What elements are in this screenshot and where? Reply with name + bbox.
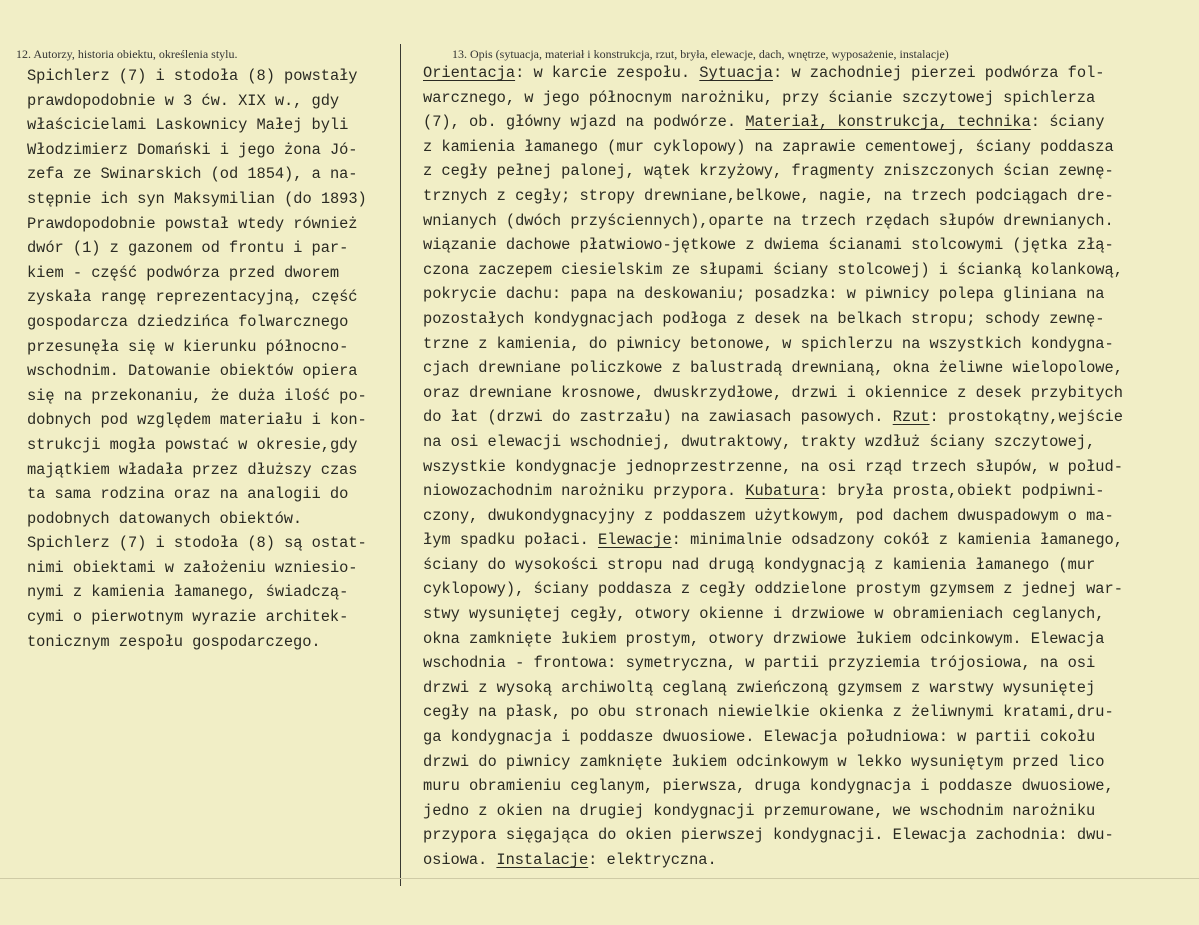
section-12-header: 12. Autorzy, historia obiektu, określenia stylu. bbox=[16, 47, 238, 61]
heading-elewacje: Elewacje bbox=[597, 531, 672, 550]
text-line: cegły na płask, po obu stronach niewielkie okienka z żeliwnymi kratami,dru- bbox=[423, 703, 1114, 722]
text-line: wiązanie dachowe płatwiowo-jętkowe z dwiema ścianami stolcowymi (jętka złą- bbox=[423, 236, 1114, 255]
text-line: dwór (1) z gazonem od frontu i par- bbox=[27, 239, 349, 258]
text-line: wszystkie kondygnacje jednoprzestrzenne, na osi rząd trzech słupów, w połud- bbox=[423, 457, 1123, 476]
text-line: trznych z cegły; stropy drewniane,belkowe, nagie, na trzech podciągach dre- bbox=[423, 186, 1114, 205]
heading-material: Materiał, konstrukcja, technika bbox=[745, 113, 1031, 132]
heading-orientacja: Orientacja bbox=[423, 64, 516, 82]
column-divider bbox=[400, 44, 401, 886]
heading-sytuacja: Sytuacja bbox=[699, 64, 773, 82]
text-line: trzne z kamienia, do piwnicy betonowe, w spichlerzu na wszystkich kondygna- bbox=[423, 334, 1114, 353]
text-line: wschodnia - frontowa: symetryczna, w partii przyziemia trójosiowa, na osi bbox=[423, 654, 1096, 673]
text-line: z cegły pełnej palonej, wątek krzyżowy, fragmenty zniszczonych ścian zewnę- bbox=[423, 162, 1114, 181]
text-line: pozostałych kondygnacjach podłoga z desek na belkach stropu; schody zewnę- bbox=[423, 309, 1105, 328]
text-line: nimi obiektami w założeniu wzniesio- bbox=[27, 558, 358, 577]
text-line: prawdopodobnie w 3 ćw. XIX w., gdy bbox=[27, 91, 340, 110]
text-line: stwy wysuniętej cegły, otwory okienne i drzwiowe w obramieniach ceglanych, bbox=[423, 605, 1105, 624]
section-13-header: 13. Opis (sytuacja, materiał i konstrukcja, rzut, bryła, elewacje, dach, wnętrze, wyposażenie, instalacje) bbox=[452, 47, 949, 61]
text-line: gospodarcza dziedzińca folwarcznego bbox=[27, 312, 349, 331]
text-line: do łat (drzwi do zastrzału) na zawiasach pasowych. Rzut: prostokątny,wejście bbox=[423, 408, 1123, 427]
text-line: ga kondygnacja i poddasze dwuosiowe. Elewacja południowa: w partii cokołu bbox=[423, 728, 1096, 747]
heading-rzut: Rzut bbox=[892, 408, 930, 427]
text-line: czona zaczepem ciesielskim ze słupami ściany stolcowej) i ścianką kolankową, bbox=[423, 260, 1123, 279]
text-line: drzwi z wysoką archiwoltą ceglaną zwieńczoną gzymsem z warstwy wysuniętej bbox=[423, 678, 1096, 697]
text-line: kiem - część podwórza przed dworem bbox=[27, 263, 340, 282]
heading-instalacje: Instalacje bbox=[496, 851, 589, 869]
text-line: wschodnim. Datowanie obiektów opiera bbox=[27, 362, 358, 381]
text-line: Spichlerz (7) i stodoła (8) są ostat- bbox=[27, 534, 367, 553]
text-line: strukcji mogła powstać w okresie,gdy bbox=[27, 435, 358, 454]
text-line: z kamienia łamanego (mur cyklopowy) na zaprawie cementowej, ściany poddasza bbox=[423, 137, 1114, 156]
heading-kubatura: Kubatura bbox=[745, 482, 820, 501]
text-line: się na przekonaniu, że duża ilość po- bbox=[27, 386, 367, 405]
text-line: warcznego, w jego północnym narożniku, przy ścianie szczytowej spichlerza bbox=[423, 88, 1096, 107]
text-line: nymi z kamienia łamanego, świadczą- bbox=[27, 583, 349, 602]
text-line: ściany do wysokości stropu nad drugą kondygnacją z kamienia łamanego (mur bbox=[423, 555, 1096, 574]
text-line: stępnie ich syn Maksymilian (do 1893) bbox=[27, 189, 367, 208]
text-line: na osi elewacji wschodniej, dwutraktowy, trakty wzdłuż ściany szczytowej, bbox=[423, 432, 1096, 451]
text-line: drzwi do piwnicy zamknięte łukiem odcinkowym w lekko wysuniętym przed lico bbox=[423, 752, 1105, 771]
text-line: cyklopowy), ściany poddasza z cegły oddzielone prostym gzymsem z jednej war- bbox=[423, 580, 1123, 599]
text-line: osiowa. Instalacje: elektryczna. bbox=[423, 851, 717, 869]
text-line: zyskała rangę reprezentacyjną, część bbox=[27, 288, 358, 307]
text-line: łym spadku połaci. Elewacje: minimalnie odsadzony cokół z kamienia łamanego, bbox=[423, 531, 1123, 550]
text-line: majątkiem władała przez dłuższy czas bbox=[27, 460, 358, 479]
text-line: Orientacja: w karcie zespołu. Sytuacja: w zachodniej pierzei podwórza fol- bbox=[423, 64, 1105, 82]
text-line: niowozachodnim narożniku przypora. Kubatura: bryła prosta,obiekt podpiwni- bbox=[423, 482, 1105, 501]
text-line: jedno z okien na drugiej kondygnacji przemurowane, we wschodnim narożniku bbox=[423, 801, 1096, 820]
text-line: tonicznym zespołu gospodarczego. bbox=[27, 632, 321, 651]
text-line: okna zamknięte łukiem prostym, otwory drzwiowe łukiem odcinkowym. Elewacja bbox=[423, 629, 1105, 648]
text-line: cymi o pierwotnym wyrazie architek- bbox=[27, 608, 349, 627]
text-line: Włodzimierz Domański i jego żona Jó- bbox=[27, 140, 358, 159]
text-line: zefa ze Swinarskich (od 1854), a na- bbox=[27, 165, 358, 184]
text-line: właścicielami Laskownicy Małej byli bbox=[27, 116, 349, 135]
text-line: Spichlerz (7) i stodoła (8) powstały bbox=[27, 67, 358, 85]
text-line: dobnych pod względem materiału i kon- bbox=[27, 411, 367, 430]
text-line: cjach drewniane policzkowe z balustradą drewnianą, okna żeliwne wielopolowe, bbox=[423, 359, 1123, 378]
text-line: czony, dwukondygnacyjny z poddaszem użytkowym, pod dachem dwuspadowym o ma- bbox=[423, 506, 1114, 525]
description-text bbox=[423, 61, 1195, 873]
text-line: przesunęła się w kierunku północno- bbox=[27, 337, 349, 356]
text-line: Prawdopodobnie powstał wtedy również bbox=[27, 214, 358, 233]
bottom-fold-line bbox=[0, 878, 1199, 879]
text-line: muru obramieniu ceglanym, pierwsza, druga kondygnacja i poddasze dwuosiowe, bbox=[423, 777, 1114, 796]
text-line: wnianych (dwóch przyściennych),oparte na trzech rzędach słupów drewnianych. bbox=[423, 211, 1114, 230]
text-line: (7), ob. główny wjazd na podwórze. Materiał, konstrukcja, technika: ściany bbox=[423, 113, 1105, 132]
text-line: ta sama rodzina oraz na analogii do bbox=[27, 485, 349, 504]
text-line: oraz drewniane krosnowe, dwuskrzydłowe, drzwi i okiennice z desek przybitych bbox=[423, 383, 1123, 402]
text-line: przypora sięgająca do okien pierwszej kondygnacji. Elewacja zachodnia: dwu- bbox=[423, 826, 1114, 845]
text-line: pokrycie dachu: papa na deskowaniu; posadzka: w piwnicy polepa gliniana na bbox=[423, 285, 1105, 304]
history-text bbox=[27, 64, 399, 654]
text-line: podobnych datowanych obiektów. bbox=[27, 509, 303, 528]
